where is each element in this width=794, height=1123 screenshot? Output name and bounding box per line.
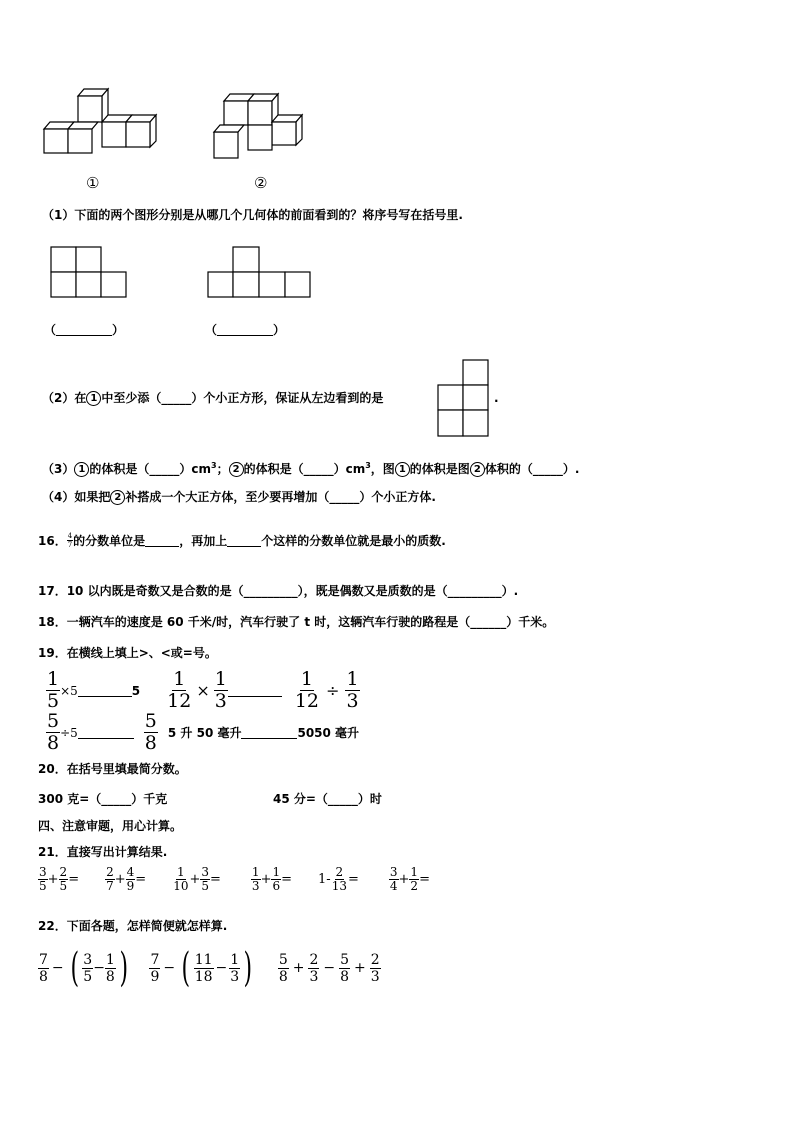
figure-2-cubes xyxy=(208,84,320,164)
fraction: $\frac{5}{8}$ xyxy=(144,710,157,754)
figure-label-2: ② xyxy=(254,174,268,192)
q21-expression: $\frac{1}{3}$ + $\frac{1}{6}$ = xyxy=(251,865,293,893)
q20-item-a: 300 克=（_____）千克 xyxy=(38,792,168,806)
fraction: $\frac{1}{3}$ xyxy=(251,865,260,893)
fraction: $\frac{3}{5}$ xyxy=(39,865,47,893)
q21-expression: 1- $\frac{2}{13}$ = xyxy=(318,865,359,893)
fraction: $\frac{1}{5}$ xyxy=(47,668,60,712)
fraction: $\frac{7}{8}$ xyxy=(39,951,48,985)
circled-1-icon: 1 xyxy=(395,462,410,477)
q18-text: 18．一辆汽车的速度是 60 千米/时，汽车行驶了 t 时，这辆汽车行驶的路程是（______）千米。 xyxy=(38,615,555,629)
fraction: $\frac{4}{9}$ xyxy=(126,865,135,893)
equals-answer[interactable]: = xyxy=(347,872,359,887)
fraction: $\frac{3}{4}$ xyxy=(389,865,398,893)
compare-blank[interactable] xyxy=(228,684,282,697)
answer-blank[interactable] xyxy=(227,534,261,547)
fraction: $\frac{1}{3}$ xyxy=(214,668,227,712)
section-heading: 四、注意审题，用心计算。 xyxy=(38,819,183,833)
fraction: $\frac{1}{6}$ xyxy=(272,865,281,893)
q17-text: 17．10 以内既是奇数又是合数的是（_________），既是偶数又是质数的是（_________）. xyxy=(38,584,519,598)
q20-item-b: 45 分=（_____）时 xyxy=(273,792,382,806)
circled-1-icon: 1 xyxy=(86,391,101,406)
q21-title: 21．直接写出计算结果. xyxy=(38,845,168,859)
q21-row xyxy=(38,866,430,893)
q15-part3-text: （3） 1 的体积是$(\_\_\_\_\_)cm^3$； 2 的体积是$(\_\_\_\_\_)cm^3$，图 1 的体积是图 2 体积的（_____）. xyxy=(42,461,580,476)
front-view-grid-b xyxy=(207,246,313,300)
fraction: $\frac{11}{18}$ xyxy=(194,951,213,985)
circled-2-icon: 2 xyxy=(229,462,244,477)
front-view-grid-a xyxy=(50,246,130,300)
q19-row-2: $\frac{5}{8}$ ÷5 $\frac{5}{8}$ 5 升 50 毫升 5050 毫升 xyxy=(47,710,360,754)
q15-part2-end: . xyxy=(494,391,499,405)
figure-1-cubes xyxy=(38,84,166,158)
figure-label-1: ① xyxy=(86,174,100,192)
fraction: $\frac{2}{13}$ xyxy=(331,865,347,893)
fraction: $\frac{2}{7}$ xyxy=(106,865,114,893)
fraction: $\frac{2}{5}$ xyxy=(59,865,68,893)
q19-title: 19．在横线上填上>、<或=号。 xyxy=(38,646,217,660)
fraction: $\frac{1}{12}$ xyxy=(167,668,192,712)
fraction: $\frac{1}{12}$ xyxy=(294,668,320,712)
q21-expression: $\frac{3}{5}$ + $\frac{2}{5}$ = xyxy=(39,865,80,893)
answer-blank-b[interactable]: （ ） xyxy=(205,323,286,337)
q21-expression: $\frac{3}{4}$ + $\frac{1}{2}$ = xyxy=(389,865,430,893)
q20-title: 20．在括号里填最简分数。 xyxy=(38,762,187,776)
equals-answer[interactable]: = xyxy=(68,872,80,887)
q22-title: 22．下面各题，怎样简便就怎样算. xyxy=(38,919,228,933)
q15-part2-text: （2）在 1 中至少添（_____）个小正方形，保证从左边看到的是 xyxy=(42,391,384,405)
answer-blank-a[interactable]: （ ） xyxy=(44,323,125,337)
fraction: $\frac{5}{8}$ xyxy=(47,710,60,754)
fraction: $\frac{1}{3}$ xyxy=(230,951,240,985)
equals-answer[interactable]: = xyxy=(419,872,430,887)
circled-2-icon: 2 xyxy=(110,490,125,505)
fraction: $\frac{2}{3}$ xyxy=(309,951,319,985)
q22-row: $\frac{7}{8}$ − ( $\frac{3}{5}$ − $\frac{1}{8}$ ) $\frac{7}{9}$ − ( $\frac{11}{18}$ − $\frac{1}{3}$ ) $\frac{5}{8}$ + $\frac{2}{3}$ − $\frac{5}{8}$ + $\frac{2}{3}$ xyxy=(39,945,380,991)
fraction: $\frac{5}{8}$ xyxy=(340,951,350,985)
compare-blank[interactable] xyxy=(78,726,134,739)
answer-blank[interactable] xyxy=(145,534,179,547)
equals-answer[interactable]: = xyxy=(210,872,221,887)
fraction: $\frac{1}{8}$ xyxy=(105,951,115,985)
q19-row-1: $\frac{1}{5}$ ×5 5 $\frac{1}{12}$ × $\frac{1}{3}$ $\frac{1}{12}$ ÷ $\frac{1}{3}$ xyxy=(47,668,359,712)
fraction: $\frac{3}{5}$ xyxy=(201,865,210,893)
fraction: $\frac{1}{2}$ xyxy=(410,865,419,893)
circled-1-icon: 1 xyxy=(74,462,89,477)
fraction: $\frac{1}{3}$ xyxy=(346,668,359,712)
fraction: $\frac{4}{7}$ xyxy=(67,532,73,549)
q21-expression: $\frac{2}{7}$ + $\frac{4}{9}$ = xyxy=(106,865,147,893)
compare-blank[interactable] xyxy=(241,726,297,739)
circled-2-icon: 2 xyxy=(470,462,485,477)
compare-blank[interactable] xyxy=(78,684,132,697)
fraction: $\frac{3}{5}$ xyxy=(83,951,93,985)
q21-expression: $\frac{1}{10}$ + $\frac{3}{5}$ = xyxy=(173,865,221,893)
q15-part4-text: （4）如果把 2 补搭成一个大正方体，至少要再增加（_____）个小正方体. xyxy=(42,490,436,504)
left-view-grid xyxy=(437,359,491,439)
fraction: $\frac{1}{10}$ xyxy=(173,865,189,893)
fraction: $\frac{2}{3}$ xyxy=(370,951,380,985)
q16-line: 16． $\frac{4}{7}$ 的分数单位是 ，再加上 个这样的分数单位就是最小的质数. xyxy=(38,532,446,549)
equals-answer[interactable]: = xyxy=(135,872,147,887)
equals-answer[interactable]: = xyxy=(281,872,293,887)
fraction: $\frac{5}{8}$ xyxy=(278,951,288,985)
q15-part1-text: （1）下面的两个图形分别是从哪几个几何体的前面看到的？将序号写在括号里. xyxy=(42,208,463,222)
fraction: $\frac{7}{9}$ xyxy=(150,951,160,985)
